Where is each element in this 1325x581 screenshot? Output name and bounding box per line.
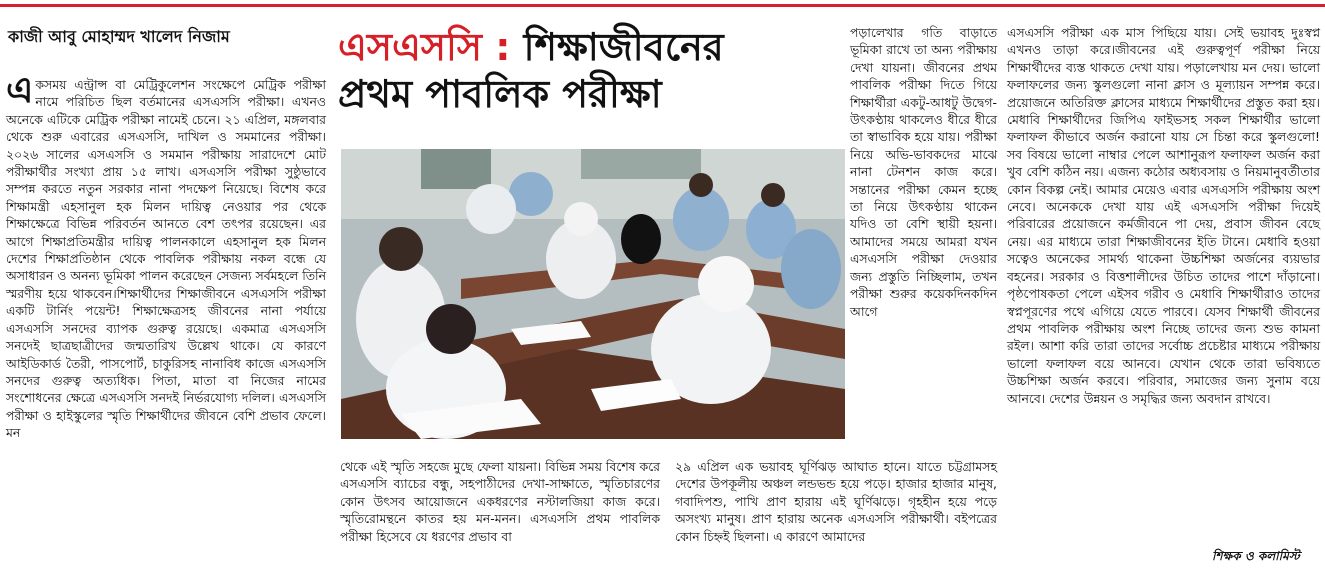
headline-rest: শিক্ষাজীবনের [510,25,724,69]
headline-line-2: প্রথম পাবলিক পরীক্ষা [338,72,662,116]
drop-cap: এ [6,70,34,111]
column-1-text: কসময় এন্ট্রান্স বা মেট্রিকুলেশন সংক্ষেপে মেট্রিক পরীক্ষা নামে পরিচিত ছিল বর্তমানের এসএসসি পরীক্ষা। এখনও অনেকে এটিকে মেট্রিক পরীক্ষা নামেই চেনে। ২১ এপ্রিল, মঙ্গলবার থেকে শুরু এবারের এসএসসি, দাখিল ও সমমানের পরীক্ষা। ২০২৬ সালের এসএসসি ও সমমান পরীক্ষায় সারাদেশে মোট পরীক্ষার্থীর সংখ্যা প্রায় ১৫ লাখ। এসএসসি পরীক্ষা সুষ্ঠুভাবে সম্পন্ন করতে নতুন সরকার নানা পদক্ষেপ নিয়েছে। বিশেষ করে শিক্ষামন্ত্রী এহসানুল হক মিলন দায়িত্ব নেওয়ার পর থেকে শিক্ষাক্ষেত্রে বিভিন্ন পরিবর্তন আনতে বেশ তৎপর রয়েছেন। এর আগে শিক্ষাপ্রতিমন্ত্রীর দায়িত্ব পালনকালে এহসানুল হক মিলন দেশের শিক্ষাপ্রতিষ্ঠান থেকে পাবলিক পরীক্ষায় নকল বন্ধে যে অসাধারন ও অনন্য ভূমিকা পালন করেছেন সেজন্য সর্বমহলে তিনি স্মরণীয় হয়ে থাকবেন।শিক্ষার্থীদের শিক্ষাজীবনে এসএসসি পরীক্ষা একটি টার্নিং পয়েন্ট! শিক্ষাক্ষেত্রসহ জীবনের নানা পর্যায়ে এসএসসি সনদের ব্যাপক গুরুত্ব রয়েছে। একমাত্র এসএসসি সনদেই ছাত্রছাত্রীদের জন্মতারিখ উল্লেখ থাকে। যে কারণে আইডিকার্ড তৈরী, পাসপোর্ট, চাকুরিসহ নানাবিধ কাজে এসএসসি সনদের গুরুত্ব অত্যধিক। পিতা, মাতা বা নিজের নামের সংশোধনের ক্ষেত্রে এসএসসি সনদই নির্ভরযোগ্য দলিল। এসএসসি পরীক্ষা ও হাইস্কুলের স্মৃতি শিক্ষার্থীদের জীবনে বেশি প্রভাব ফেলে। মন [6,77,330,441]
column-4-text: এসএসসি পরীক্ষা এক মাস পিছিয়ে যায়। সেই ভয়াবহ দুঃস্বপ্ন এখনও তাড়া করে।জীবনের এই গুরুত্বপূর্ণ পরীক্ষা নিয়ে শিক্ষার্থীদের ব্যস্ত থাকতে দেখা যায়। পড়ালেখায় মন দেয়। ভালো ফলাফলের জন্য স্কুলগুলো নানা ক্লাস ও মূল্যায়ন সম্পন্ন করে। প্রয়োজনে অতিরিক্ত ক্লাসের মাধ্যমে শিক্ষার্থীদের প্রস্তুত করা হয়। মেধাবি শিক্ষার্থীদের জিপিএ ফাইভসহ সকল শিক্ষার্থীর ভালো ফলাফল কীভাবে অর্জন করানো যায় সে চিন্তা করে স্কুলগুলো! সব বিষয়ে ভালো নাম্বার পেলে আশানুরূপ ফলাফল অর্জন করা খুব বেশি কঠিন নয়। এজন্য কঠোর অধ্যবসায় ও নিয়মানুবর্তীতার কোন বিকল্প নেই। আমার মেয়েও এবার এসএসসি পরীক্ষায় অংশ নেবে। অনেককে দেখা যায় এই এসএসসি পরীক্ষা দিয়েই পরিবারের প্রয়োজনে কর্মজীবনে পা দেয়, প্রবাস জীবন বেছে নেয়। এর মাধ্যমে তারা শিক্ষাজীবনের ইতি টানে। মেধাবি হওয়া সত্বেও অনেকের সামর্থ্য থাকেনা উচ্চশিক্ষা অর্জনের ব্যয়ভার বহনের। সরকার ও বিত্তশালীদের উচিত তাদের পাশে দাঁড়ানো। পৃষ্ঠপোষকতা পেলে এইসব গরীব ও মেধাবি শিক্ষার্থীরাও তাদের স্বপ্নপূরণের পথে এগিয়ে যেতে পারবে। যেসব শিক্ষার্থী জীবনের প্রথম পাবলিক পরীক্ষায় অংশ নিচ্ছে তাদের জন্য শুভ কামনা রইল। আশা করি তারা তাদের সর্বোচ্চ প্রচেষ্টার মাধ্যমে পরীক্ষায় ভালো ফলাফল বয়ে আনবে। যেখান থেকে তারা ভবিষ্যতে উচ্চশিক্ষা অর্জন করবে। পরিবার, সমাজের জন্য সুনাম বয়ে আনবে। দেশের উন্নয়ন ও সমৃদ্ধির জন্য অবদান রাখবে। [1007,25,1324,406]
column-3-lower-text: ২৯ এপ্রিল এক ভয়াবহ ঘূর্ণিঝড় আঘাত হানে। যাতে চট্টগ্রামসহ দেশের উপকূলীয় অঞ্চল লন্ডভন্ড হয়ে পড়ে। হাজার হাজার মানুষ, গবাদিপশু, পাখি প্রাণ হারায় এই ঘূর্ণিঝড়ে। গৃহহীন হয়ে পড়ে অসংখ্য মানুষ। প্রাণ হারায় অনেক এসএসসি পরীক্ষার্থী। বইপত্রের কোন চিহ্নই ছিলনা। এ কারণে আমাদের [675,459,1001,544]
column-3-lower [675,458,1001,576]
author-byline: কাজী আবু মোহাম্মদ খালেদ নিজাম [8,27,230,46]
author-designation: শিক্ষক ও কলামিস্ট [1212,549,1300,563]
headline-red-part: এসএসসি : [338,25,511,69]
column-3 [850,24,1001,464]
column-2-lower [340,458,664,576]
column-2-text: থেকে এই স্মৃতি সহজে মুছে ফেলা যায়না। বিভিন্ন সময় বিশেষ করে এসএসসি ব্যাচের বন্ধু, সহপাঠীদের দেখা-সাক্ষাতে, স্মৃতিচারণের কোন উৎসব আয়োজনে একধরণের নস্টালজিয়া কাজ করে। স্মৃতিরোমন্থনে কাতর হয় মন-মনন। এসএসসি প্রথম পাবলিক পরীক্ষা হিসেবে যে ধরণের প্রভাব বা [340,459,664,544]
top-rule [0,4,1325,7]
column-4 [1007,24,1324,544]
column-3-text: পড়ালেখার গতি বাড়াতে ভূমিকা রাখে তা অন্য পরীক্ষায় দেখা যায়না। জীবনের প্রথম পাবলিক পরীক্ষা দিতে গিয়ে শিক্ষার্থীরা একটু-আধটু উদ্বেগ-উৎকণ্ঠায় থাকলেও ধীরে ধীরে তা স্বাভাবিক হয়ে যায়। পরীক্ষা নিয়ে অভি-ভাবকদের মাঝে নানা টেনশন কাজ করে। সন্তানের পরীক্ষা কেমন হচ্ছে তা নিয়ে উৎকণ্ঠায় থাকেন যদিও তা বেশি স্থায়ী হয়না। আমাদের সময়ে আমরা যখন এসএসসি পরীক্ষা দেওয়ার জন্য প্রস্তুতি নিচ্ছিলাম, তখন পরীক্ষা শুরুর কয়েকদিনকদিন আগে [850,25,1001,319]
column-1 [6,70,330,576]
exam-hall-photo [341,149,845,439]
headline [338,24,848,118]
